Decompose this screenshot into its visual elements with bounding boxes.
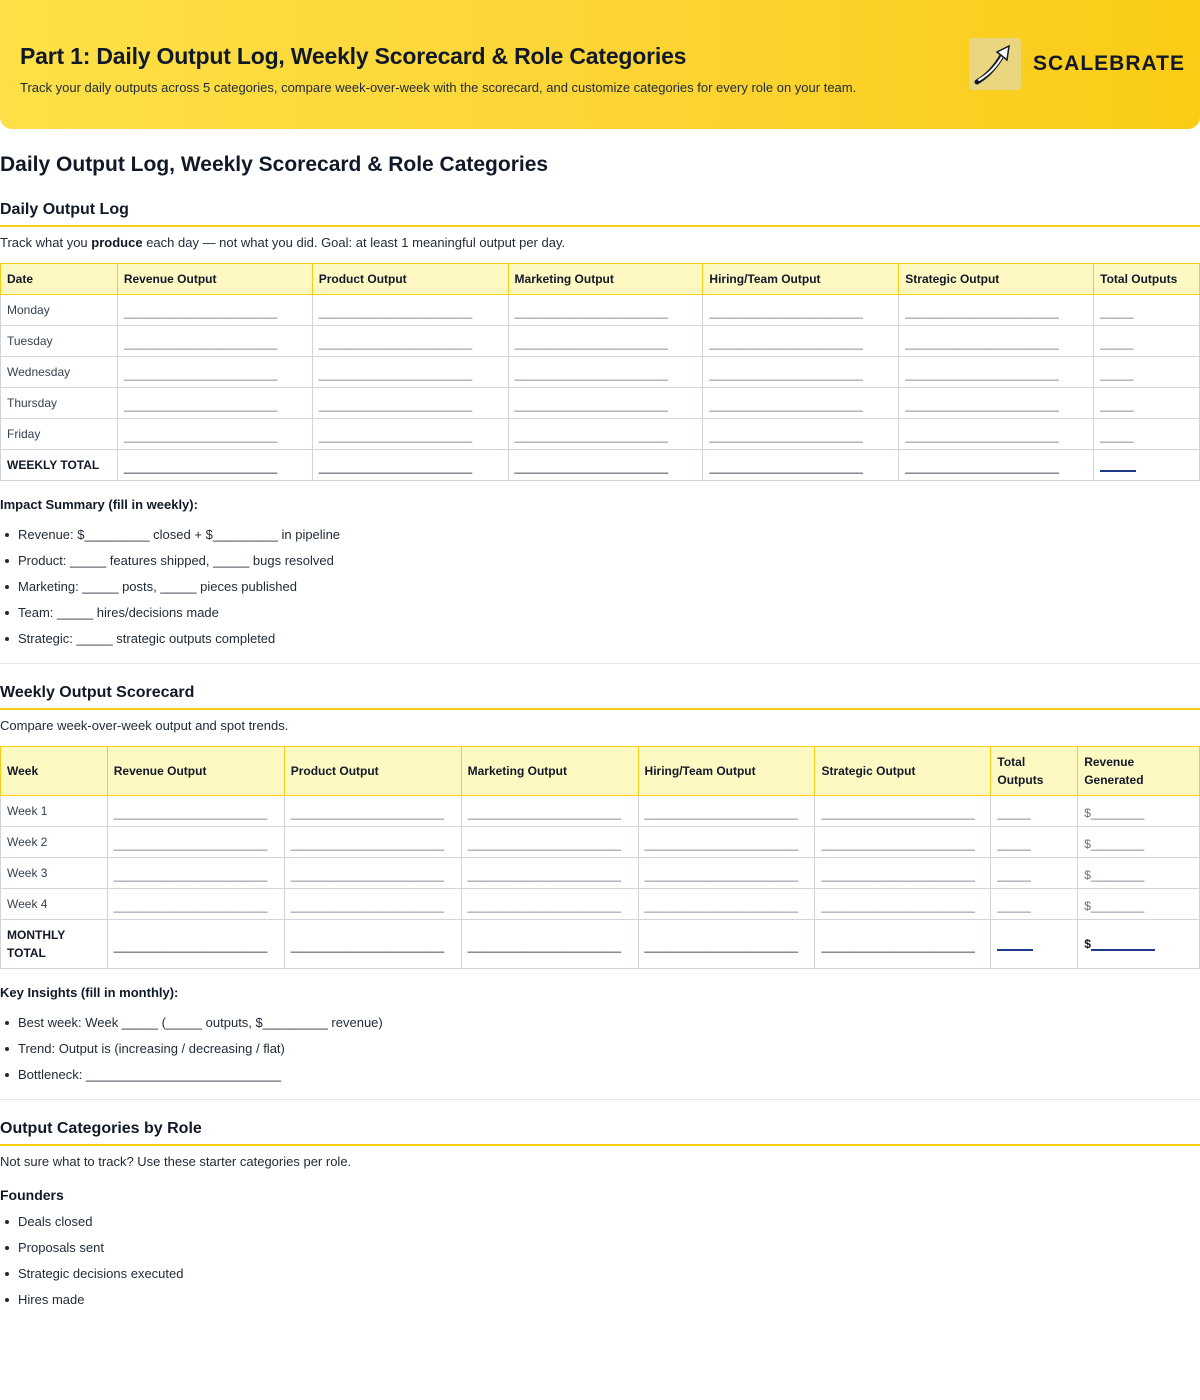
- fill-in-blank[interactable]: _______________________: [461, 889, 638, 920]
- row-label: Friday: [1, 419, 118, 450]
- fill-in-blank[interactable]: _______________________: [703, 419, 899, 450]
- list-item: Trend: Output is (increasing / decreasing / flat): [18, 1041, 383, 1067]
- fill-in-blank[interactable]: _____: [991, 858, 1078, 889]
- fill-in-blank[interactable]: _______________________: [703, 450, 899, 481]
- fill-in-blank[interactable]: _______________________: [117, 450, 312, 481]
- fill-in-blank[interactable]: _______________________: [508, 388, 703, 419]
- row-label: Week 1: [1, 796, 108, 827]
- fill-in-blank[interactable]: _______________________: [461, 827, 638, 858]
- fill-in-blank[interactable]: _____: [991, 827, 1078, 858]
- weekly-scorecard-table: [0, 746, 1200, 969]
- fill-in-blank[interactable]: _______________________: [284, 889, 461, 920]
- column-header: Product Output: [312, 264, 508, 295]
- row-label: Week 3: [1, 858, 108, 889]
- list-item: Best week: Week _____ (_____ outputs, $_________ revenue): [18, 1015, 383, 1041]
- header-title: Part 1: Daily Output Log, Weekly Scorecard & Role Categories: [20, 43, 687, 69]
- fill-in-blank[interactable]: _______________________: [703, 295, 899, 326]
- section-divider: [0, 708, 1200, 710]
- column-header: Marketing Output: [508, 264, 703, 295]
- column-header: Marketing Output: [461, 747, 638, 796]
- table-row: [1, 796, 1200, 827]
- column-header: Revenue Output: [117, 264, 312, 295]
- list-item: Bottleneck: ___________________________: [18, 1067, 383, 1093]
- fill-in-blank[interactable]: _______________________: [899, 295, 1094, 326]
- list-item: Marketing: _____ posts, _____ pieces published: [18, 579, 340, 605]
- fill-in-blank[interactable]: _______________________: [117, 326, 312, 357]
- fill-in-blank[interactable]: _______________________: [899, 326, 1094, 357]
- table-row: [1, 357, 1200, 388]
- fill-in-blank[interactable]: _______________________: [508, 419, 703, 450]
- fill-in-blank[interactable]: _______________________: [107, 858, 284, 889]
- row-label: [1, 920, 108, 969]
- impact-summary-heading: Impact Summary (fill in weekly):: [0, 497, 198, 512]
- fill-in-blank[interactable]: _______________________: [899, 388, 1094, 419]
- column-header: Total Outputs: [991, 747, 1078, 796]
- divider: [0, 1099, 1200, 1100]
- fill-in-blank[interactable]: _______________________: [312, 295, 508, 326]
- daily-log-intro: Track what you produce each day — not what you did. Goal: at least 1 meaningful output per day.: [0, 235, 566, 250]
- fill-in-blank[interactable]: _______________________: [107, 827, 284, 858]
- fill-in-blank[interactable]: _______________________: [284, 796, 461, 827]
- fill-in-blank[interactable]: $________: [1078, 827, 1200, 858]
- list-item: Proposals sent: [18, 1240, 183, 1266]
- total-underline: [997, 937, 1033, 951]
- section-divider: [0, 225, 1200, 227]
- brand-name: SCALEBRATE: [1033, 52, 1185, 75]
- daily-output-table: [0, 263, 1200, 481]
- column-header: Hiring/Team Output: [638, 747, 815, 796]
- fill-in-blank[interactable]: _____: [991, 889, 1078, 920]
- role-categories-heading: Output Categories by Role: [0, 1120, 202, 1137]
- column-header: Total Outputs: [1094, 264, 1200, 295]
- fill-in-blank[interactable]: _______________________: [899, 357, 1094, 388]
- column-header: Week: [1, 747, 108, 796]
- daily-log-heading: Daily Output Log: [0, 201, 129, 218]
- table-row: [1, 827, 1200, 858]
- fill-in-blank[interactable]: $________: [1078, 889, 1200, 920]
- fill-in-blank[interactable]: _______________________: [312, 388, 508, 419]
- fill-in-blank[interactable]: _______________________: [461, 796, 638, 827]
- fill-in-blank[interactable]: _______________________: [107, 920, 284, 969]
- fill-in-blank[interactable]: _______________________: [899, 419, 1094, 450]
- fill-in-blank[interactable]: _______________________: [461, 858, 638, 889]
- total-underline: [1100, 458, 1136, 472]
- column-header: Product Output: [284, 747, 461, 796]
- founders-list: [18, 1214, 183, 1318]
- fill-in-blank[interactable]: _______________________: [117, 357, 312, 388]
- row-label: Wednesday: [1, 357, 118, 388]
- fill-in-blank[interactable]: _______________________: [703, 357, 899, 388]
- table-row: [1, 858, 1200, 889]
- section-divider: [0, 1144, 1200, 1146]
- key-insights-heading: Key Insights (fill in monthly):: [0, 985, 179, 1000]
- row-label: Monday: [1, 295, 118, 326]
- header-subtitle: Track your daily outputs across 5 categories, compare week-over-week with the scorecard, and customize categories for every role on your team.: [20, 80, 857, 95]
- fill-in-blank[interactable]: _______________________: [815, 827, 991, 858]
- total-fill-in[interactable]: [991, 920, 1078, 969]
- fill-in-blank[interactable]: _______________________: [815, 920, 991, 969]
- column-header: Strategic Output: [815, 747, 991, 796]
- fill-in-blank[interactable]: _______________________: [117, 388, 312, 419]
- row-label: Tuesday: [1, 326, 118, 357]
- fill-in-blank[interactable]: _____: [991, 796, 1078, 827]
- fill-in-blank[interactable]: _______________________: [284, 827, 461, 858]
- fill-in-blank[interactable]: _____: [1094, 388, 1200, 419]
- role-categories-intro: Not sure what to track? Use these starter categories per role.: [0, 1154, 352, 1169]
- list-item: Product: _____ features shipped, _____ bugs resolved: [18, 553, 340, 579]
- fill-in-blank[interactable]: _______________________: [284, 858, 461, 889]
- list-item: Strategic: _____ strategic outputs completed: [18, 631, 340, 657]
- weekly-total-row: [1, 450, 1200, 481]
- list-item: Team: _____ hires/decisions made: [18, 605, 340, 631]
- fill-in-blank[interactable]: _______________________: [815, 796, 991, 827]
- list-item: Revenue: $_________ closed + $_________ in pipeline: [18, 527, 340, 553]
- table-row: [1, 388, 1200, 419]
- list-item: Hires made: [18, 1292, 183, 1318]
- fill-in-blank[interactable]: _______________________: [815, 889, 991, 920]
- revenue-fill-in[interactable]: [1078, 920, 1200, 969]
- row-label-line: TOTAL: [7, 946, 46, 960]
- fill-in-blank[interactable]: _______________________: [461, 920, 638, 969]
- fill-in-blank[interactable]: _____: [1094, 326, 1200, 357]
- fill-in-blank[interactable]: _______________________: [508, 450, 703, 481]
- weekly-scorecard-intro: Compare week-over-week output and spot trends.: [0, 718, 289, 733]
- fill-in-blank[interactable]: _______________________: [312, 419, 508, 450]
- divider: [0, 663, 1200, 664]
- fill-in-blank[interactable]: _____: [1094, 357, 1200, 388]
- total-fill-in[interactable]: [1094, 450, 1200, 481]
- row-label: Week 2: [1, 827, 108, 858]
- fill-in-blank[interactable]: _______________________: [312, 450, 508, 481]
- column-header: Strategic Output: [899, 264, 1094, 295]
- fill-in-blank[interactable]: _______________________: [638, 827, 815, 858]
- fill-in-blank[interactable]: _______________________: [284, 920, 461, 969]
- column-header: Revenue Output: [107, 747, 284, 796]
- fill-in-blank[interactable]: _______________________: [703, 388, 899, 419]
- rocket-arrow-icon: [969, 38, 1021, 90]
- key-insights-list: [18, 1015, 383, 1093]
- fill-in-blank[interactable]: _______________________: [107, 889, 284, 920]
- column-header: Date: [1, 264, 118, 295]
- fill-in-blank[interactable]: _______________________: [312, 357, 508, 388]
- fill-in-blank[interactable]: _______________________: [117, 419, 312, 450]
- header-banner: [0, 0, 1200, 129]
- fill-in-blank[interactable]: _______________________: [508, 295, 703, 326]
- list-item: Deals closed: [18, 1214, 183, 1240]
- fill-in-blank[interactable]: _____: [1094, 295, 1200, 326]
- monthly-total-row: [1, 920, 1200, 969]
- fill-in-blank[interactable]: _______________________: [117, 295, 312, 326]
- founders-heading: Founders: [0, 1187, 64, 1203]
- row-label: Week 4: [1, 889, 108, 920]
- fill-in-blank[interactable]: _______________________: [815, 858, 991, 889]
- fill-in-blank[interactable]: _______________________: [508, 326, 703, 357]
- row-label-line: MONTHLY: [7, 928, 66, 942]
- table-row: [1, 295, 1200, 326]
- weekly-scorecard-heading: Weekly Output Scorecard: [0, 684, 195, 701]
- page-title: Daily Output Log, Weekly Scorecard & Role Categories: [0, 153, 549, 176]
- fill-in-blank[interactable]: _______________________: [638, 858, 815, 889]
- fill-in-blank[interactable]: $________: [1078, 796, 1200, 827]
- fill-in-blank[interactable]: $________: [1078, 858, 1200, 889]
- table-row: [1, 326, 1200, 357]
- column-header: Hiring/Team Output: [703, 264, 899, 295]
- fill-in-blank[interactable]: _______________________: [107, 796, 284, 827]
- fill-in-blank[interactable]: _______________________: [508, 357, 703, 388]
- row-label: WEEKLY TOTAL: [1, 450, 118, 481]
- fill-in-blank[interactable]: _______________________: [638, 889, 815, 920]
- list-item: Strategic decisions executed: [18, 1266, 183, 1292]
- table-row: [1, 419, 1200, 450]
- fill-in-blank[interactable]: _______________________: [638, 796, 815, 827]
- currency-symbol: $: [1084, 937, 1091, 951]
- impact-summary-list: [18, 527, 340, 657]
- row-label: Thursday: [1, 388, 118, 419]
- fill-in-blank[interactable]: _______________________: [703, 326, 899, 357]
- column-header: Revenue Generated: [1078, 747, 1200, 796]
- fill-in-blank[interactable]: _____: [1094, 419, 1200, 450]
- fill-in-blank[interactable]: _______________________: [899, 450, 1094, 481]
- table-row: [1, 889, 1200, 920]
- revenue-underline: [1091, 937, 1155, 951]
- fill-in-blank[interactable]: _______________________: [312, 326, 508, 357]
- fill-in-blank[interactable]: _______________________: [638, 920, 815, 969]
